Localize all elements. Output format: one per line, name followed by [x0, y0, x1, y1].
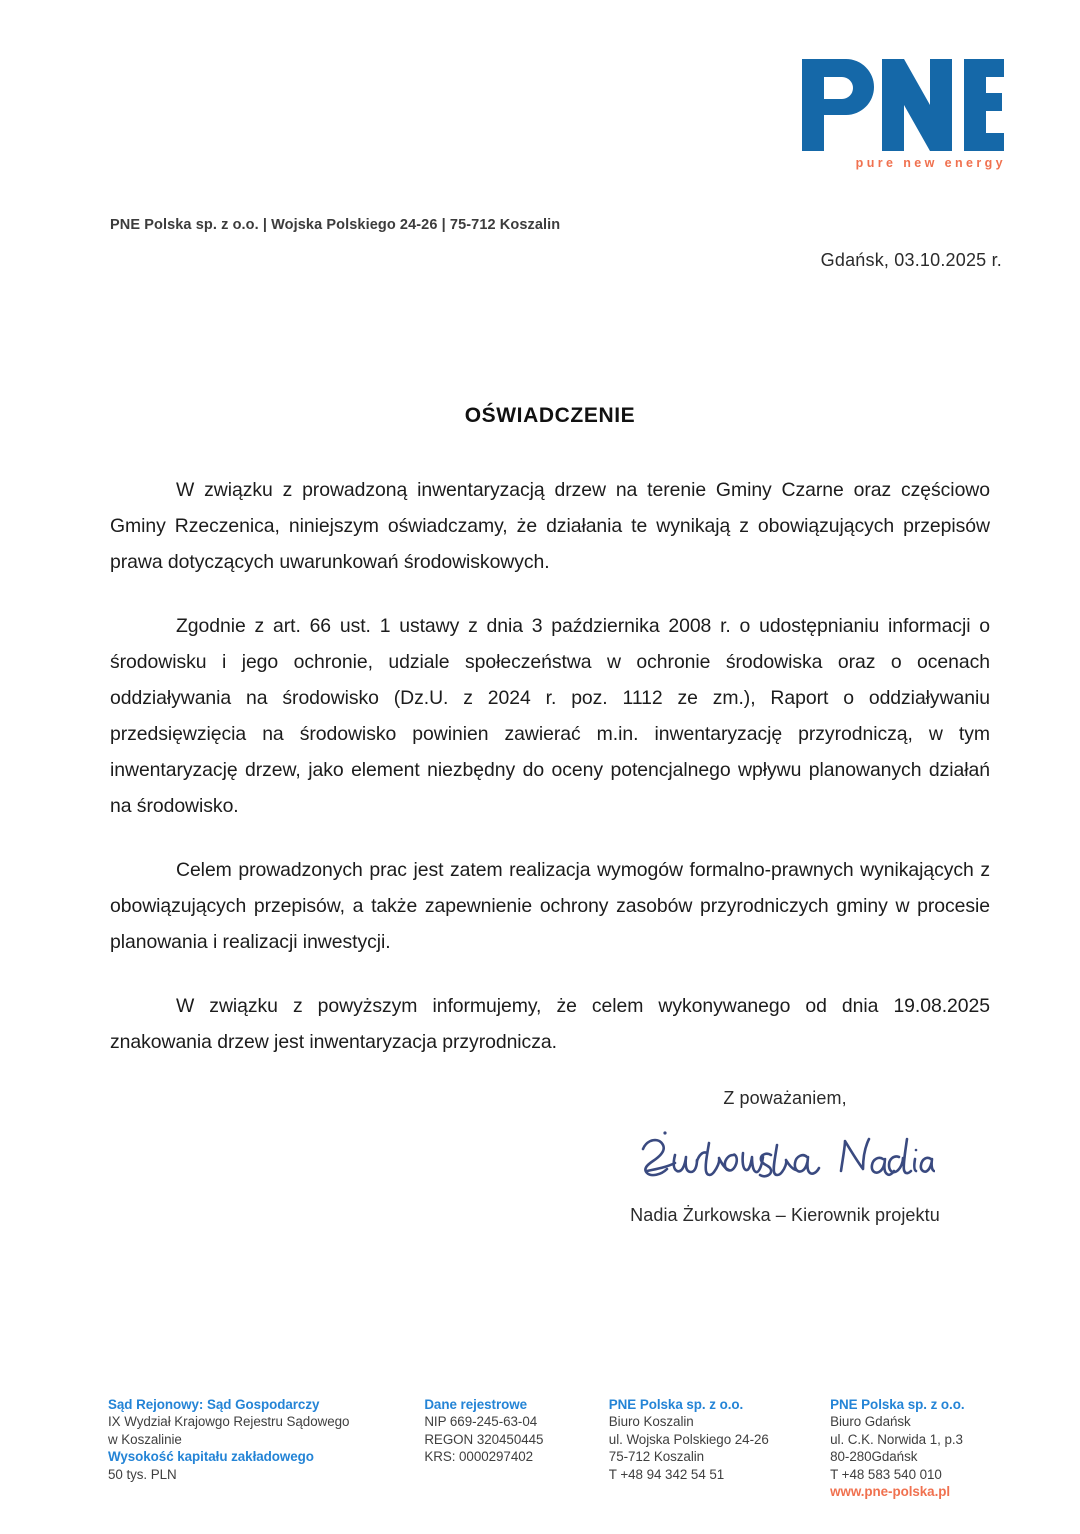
document-body	[110, 404, 990, 1060]
footer-line: 80-280Gdańsk	[830, 1449, 918, 1465]
footer-column-registry	[424, 1396, 608, 1466]
body-paragraph: Zgodnie z art. 66 ust. 1 ustawy z dnia 3 października 2008 r. o udostępnianiu informacji o środowisku i jego ochronie, udziale społeczeństwa w ochronie środowiska oraz o ocenach oddziaływania na środowisko (Dz.U. z 2024 r. poz. 1112 ze zm.), Raport o oddziaływaniu przedsięwzięcia na środowisko powinien zawierać m.in. inwentaryzację przyrodniczą, w tym inwentaryzację drzew, jako element niezbędny do oceny potencjalnego wpływu planowanych działań na środowisko.	[110, 615, 990, 817]
footer-heading: PNE Polska sp. z o.o.	[830, 1397, 965, 1412]
handwritten-signature-icon	[635, 1123, 935, 1199]
footer-line: ul. C.K. Norwida 1, p.3	[830, 1431, 963, 1447]
footer-column-court	[108, 1396, 424, 1483]
footer-heading: Wysokość kapitału zakładowego	[108, 1449, 314, 1465]
company-logo	[798, 55, 1008, 171]
footer-heading: PNE Polska sp. z o.o.	[608, 1397, 744, 1412]
footer-line: Biuro Koszalin	[608, 1414, 694, 1430]
footer-line: 75-712 Koszalin	[608, 1449, 705, 1465]
footer-heading: Sąd Rejonowy: Sąd Gospodarczy	[108, 1397, 320, 1412]
page-footer	[108, 1396, 1034, 1500]
place-and-date: Gdańsk, 03.10.2025 r.	[820, 250, 1002, 270]
body-paragraph: Celem prowadzonych prac jest zatem realizacja wymogów formalno-prawnych wynikających z obowiązujących przepisów, a także zapewnienie ochrony zasobów przyrodniczych gminy w procesie planowania i realizacji inwestycji.	[110, 859, 990, 953]
body-paragraph: W związku z powyższym informujemy, że celem wykonywanego od dnia 19.08.2025 znakowania drzew jest inwentaryzacja przyrodnicza.	[110, 995, 990, 1053]
closing-salutation: Z poważaniem,	[723, 1088, 847, 1108]
body-paragraph: W związku z prowadzoną inwentaryzacją drzew na terenie Gminy Czarne oraz częściowo Gminy Rzeczenica, niniejszym oświadczamy, że działania te wynikają z obowiązujących przepisów prawa dotyczących uwarunkowań środowiskowych.	[110, 479, 990, 573]
footer-line: w Koszalinie	[108, 1431, 182, 1447]
sender-address-line: PNE Polska sp. z o.o. | Wojska Polskiego 24-26 | 75-712 Koszalin	[110, 217, 561, 233]
footer-column-office-koszalin	[609, 1396, 830, 1483]
footer-line: Biuro Gdańsk	[830, 1414, 911, 1430]
footer-line: REGON 320450445	[424, 1431, 544, 1447]
signature-block	[560, 1088, 1010, 1226]
footer-line: T +48 94 342 54 51	[608, 1466, 725, 1482]
footer-line: NIP 669-245-63-04	[424, 1414, 538, 1430]
page-title: OŚWIADCZENIE	[464, 404, 636, 427]
footer-line: 50 tys. PLN	[108, 1466, 177, 1482]
logo-tagline: pure new energy	[855, 156, 1006, 170]
footer-line: KRS: 0000297402	[424, 1449, 534, 1465]
footer-column-office-gdansk	[830, 1396, 1034, 1500]
footer-heading: Dane rejestrowe	[424, 1397, 528, 1412]
footer-line: IX Wydział Krajowgo Rejestru Sądowego	[108, 1414, 350, 1430]
footer-line: ul. Wojska Polskiego 24-26	[608, 1431, 769, 1447]
signatory-name-and-title: Nadia Żurkowska – Kierownik projektu	[630, 1205, 940, 1225]
footer-website-link[interactable]: www.pne-polska.pl	[830, 1484, 951, 1500]
footer-line: T +48 583 540 010	[830, 1466, 942, 1482]
pne-wordmark-icon	[798, 55, 1008, 155]
